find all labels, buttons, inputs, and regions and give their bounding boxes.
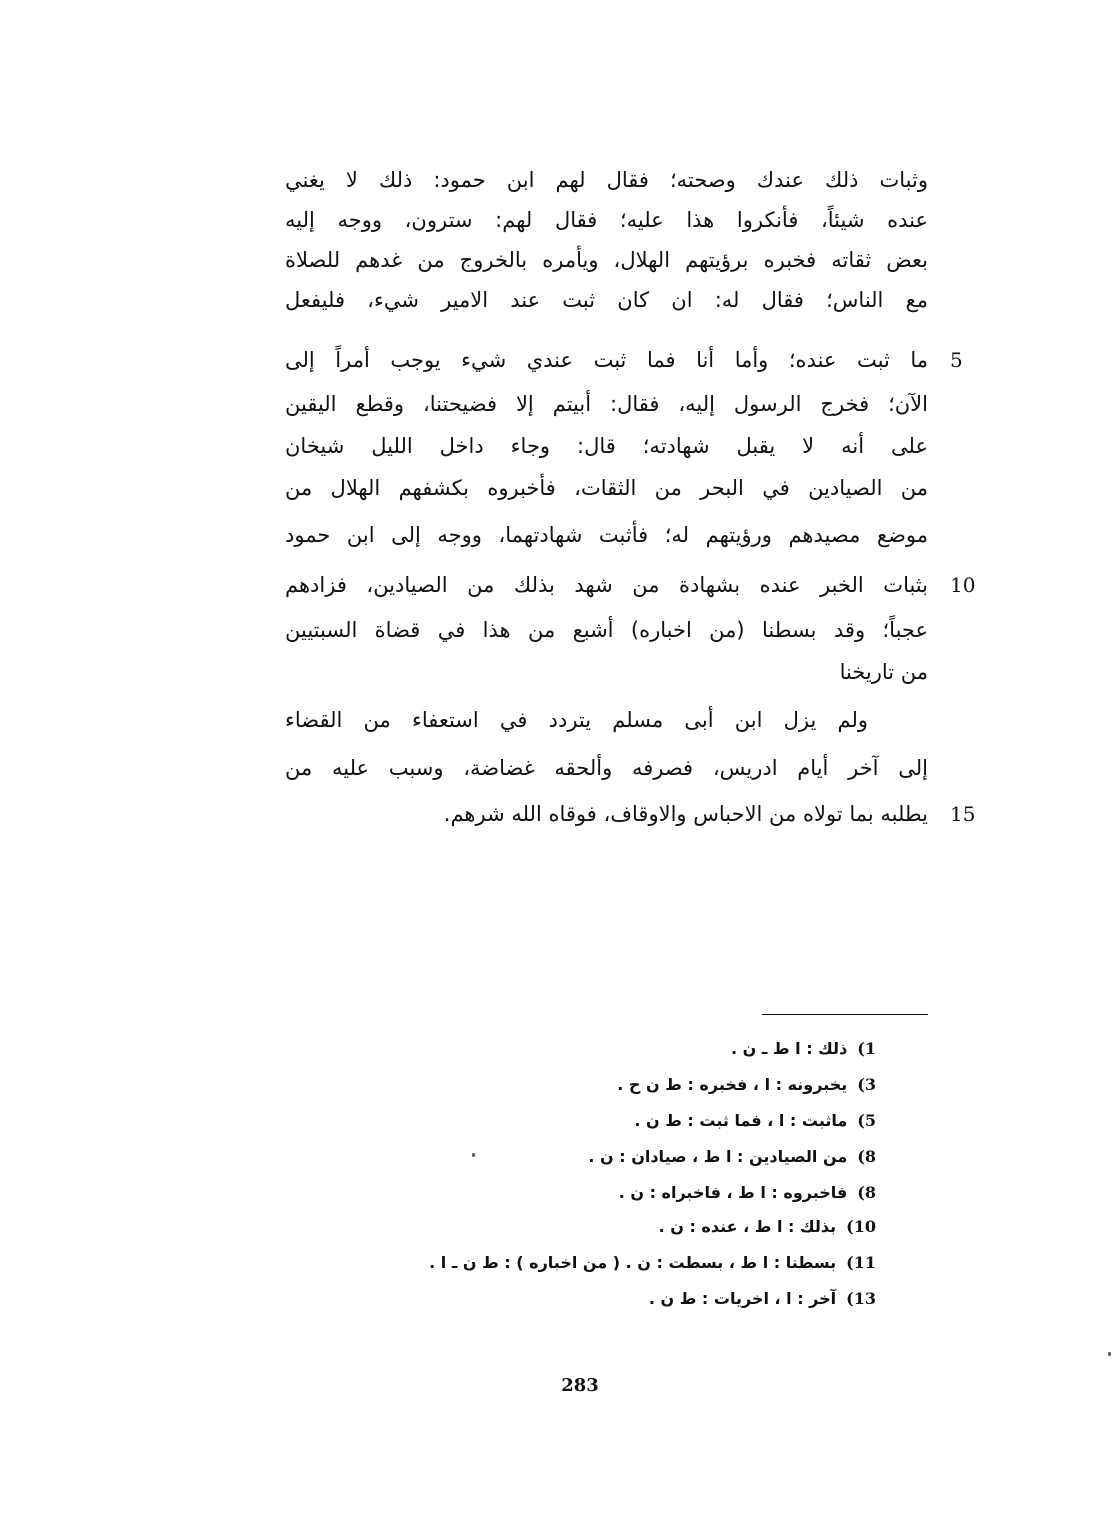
scan-speck bbox=[472, 1153, 475, 1157]
footnote-text: بذلك : ا ط ، عنده : ن . bbox=[658, 1217, 837, 1236]
footnote-number: 11) bbox=[846, 1253, 876, 1272]
body-line-3: بعض ثقاته فخبره برؤيتهم الهلال، ويأمره بالخروج من غدهم للصلاة bbox=[285, 248, 928, 272]
line-number-15: 15 bbox=[950, 802, 976, 826]
footnote-number: 10) bbox=[846, 1217, 876, 1236]
body-line-10: بثبات الخبر عنده بشهادة من شهد بذلك من الصيادين، فزادهم bbox=[285, 573, 928, 597]
body-line-12: من تاريخنا bbox=[839, 660, 928, 684]
footnote-text: يخبرونه : ا ، فخبره : ط ن ح . bbox=[617, 1075, 848, 1094]
body-line-5: ما ثبت عنده؛ وأما أنا فما ثبت عندي شيء يوجب أمراً إلى bbox=[285, 348, 928, 372]
footnote-text: ذلك : ا ط ـ ن . bbox=[731, 1039, 848, 1058]
footnote-10 bbox=[659, 1210, 876, 1244]
footnote-number: 1) bbox=[857, 1039, 876, 1058]
body-line-1: وثبات ذلك عندك وصحته؛ فقال لهم ابن حمود: ذلك لا يغني bbox=[285, 168, 928, 192]
body-line-15: يطلبه بما تولاه من الاحباس والاوقاف، فوقاه الله شرهم. bbox=[443, 802, 928, 826]
footnote-number: 8) bbox=[857, 1183, 876, 1202]
footnote-8a bbox=[588, 1140, 876, 1174]
footnote-11 bbox=[429, 1246, 876, 1280]
body-line-8: من الصيادين في البحر من الثقات، فأخبروه بكشفهم الهلال من bbox=[285, 476, 928, 500]
footnote-number: 8) bbox=[857, 1147, 876, 1166]
scan-speck bbox=[1108, 1352, 1111, 1356]
footnote-number: 5) bbox=[857, 1111, 876, 1130]
footnote-8b bbox=[619, 1176, 876, 1210]
footnote-text: ماثبت : ا ، فما ثبت : ط ن . bbox=[634, 1111, 848, 1130]
body-line-14: إلى آخر أيام ادريس، فصرفه وألحقه غضاضة، وسبب عليه من bbox=[285, 756, 928, 780]
body-line-11: عجباً؛ وقد بسطنا (من اخباره) أشبع من هذا في قضاة السبتيين bbox=[285, 618, 928, 642]
footnote-number: 3) bbox=[857, 1075, 876, 1094]
line-number-5: 5 bbox=[950, 348, 963, 372]
body-line-2: عنده شيئاً، فأنكروا هذا عليه؛ فقال لهم: سترون، ووجه إليه bbox=[285, 208, 928, 232]
footnote-number: 13) bbox=[846, 1289, 876, 1308]
footnote-text: آخر : ا ، اخريات : ط ن . bbox=[648, 1289, 837, 1308]
body-line-6: الآن؛ فخرج الرسول إليه، فقال: أبيتم إلا فضيحتنا، وقطع اليقين bbox=[285, 392, 928, 416]
body-line-7: على أنه لا يقبل شهادته؛ قال: وجاء داخل الليل شيخان bbox=[285, 434, 928, 458]
body-line-13: ولم يزل ابن أبى مسلم يتردد في استعفاء من القضاء bbox=[285, 708, 868, 732]
footnote-text: بسطنا : ا ط ، بسطت : ن . ( من اخباره ) : ط ن ـ ا . bbox=[429, 1253, 837, 1272]
footnote-3 bbox=[617, 1068, 876, 1102]
body-line-4: مع الناس؛ فقال له: ان كان ثبت عند الامير شيء، فليفعل bbox=[285, 288, 928, 312]
footnote-text: من الصيادين : ا ط ، صيادان : ن . bbox=[588, 1147, 848, 1166]
footnote-13 bbox=[649, 1282, 876, 1316]
footnote-divider bbox=[762, 1014, 928, 1015]
body-line-9: موضع مصيدهم ورؤيتهم له؛ فأثبت شهادتهما، ووجه إلى ابن حمود bbox=[285, 523, 928, 547]
footnote-1 bbox=[731, 1032, 876, 1066]
page-number: 283 bbox=[561, 1375, 599, 1396]
line-number-10: 10 bbox=[950, 573, 976, 597]
footnote-text: فاخبروه : ا ط ، فاخبراه : ن . bbox=[618, 1183, 848, 1202]
footnote-5 bbox=[634, 1104, 876, 1138]
